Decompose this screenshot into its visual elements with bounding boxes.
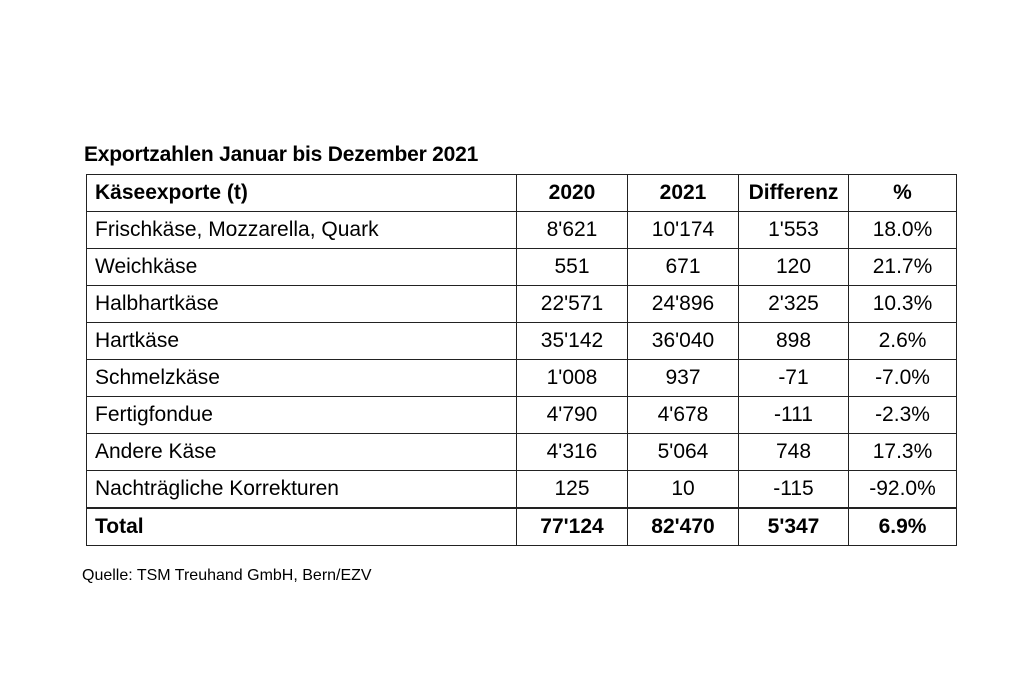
value-2020: 35'142 xyxy=(517,323,628,360)
value-2020: 551 xyxy=(517,249,628,286)
table-row xyxy=(87,249,957,286)
value-percent: -7.0% xyxy=(849,360,957,397)
value-percent: 17.3% xyxy=(849,434,957,471)
value-percent: 18.0% xyxy=(849,212,957,249)
value-2021: 671 xyxy=(628,249,739,286)
value-difference: -111 xyxy=(739,397,849,434)
value-percent: 2.6% xyxy=(849,323,957,360)
row-label: Halbhartkäse xyxy=(87,286,517,323)
value-2021: 24'896 xyxy=(628,286,739,323)
row-label: Nachträgliche Korrekturen xyxy=(87,471,517,509)
value-difference: 120 xyxy=(739,249,849,286)
value-2020: 4'790 xyxy=(517,397,628,434)
row-label: Andere Käse xyxy=(87,434,517,471)
table-row xyxy=(87,434,957,471)
table-row xyxy=(87,360,957,397)
total-percent: 6.9% xyxy=(849,508,957,546)
table-row xyxy=(87,471,957,509)
total-2021: 82'470 xyxy=(628,508,739,546)
value-difference: -115 xyxy=(739,471,849,509)
total-2020: 77'124 xyxy=(517,508,628,546)
table-row xyxy=(87,212,957,249)
value-difference: -71 xyxy=(739,360,849,397)
value-percent: -2.3% xyxy=(849,397,957,434)
header-2020: 2020 xyxy=(517,175,628,212)
value-2020: 1'008 xyxy=(517,360,628,397)
value-2020: 4'316 xyxy=(517,434,628,471)
row-label: Fertigfondue xyxy=(87,397,517,434)
value-2021: 5'064 xyxy=(628,434,739,471)
table-row xyxy=(87,286,957,323)
row-label: Schmelzkäse xyxy=(87,360,517,397)
value-difference: 2'325 xyxy=(739,286,849,323)
value-2021: 4'678 xyxy=(628,397,739,434)
total-difference: 5'347 xyxy=(739,508,849,546)
value-2021: 937 xyxy=(628,360,739,397)
header-difference: Differenz xyxy=(739,175,849,212)
value-2020: 125 xyxy=(517,471,628,509)
table-caption: Exportzahlen Januar bis Dezember 2021 xyxy=(84,143,479,166)
header-percent: % xyxy=(849,175,957,212)
value-difference: 898 xyxy=(739,323,849,360)
source-note: Quelle: TSM Treuhand GmbH, Bern/EZV xyxy=(82,567,372,584)
header-2021: 2021 xyxy=(628,175,739,212)
value-2021: 36'040 xyxy=(628,323,739,360)
value-difference: 1'553 xyxy=(739,212,849,249)
value-difference: 748 xyxy=(739,434,849,471)
header-category: Käseexporte (t) xyxy=(87,175,517,212)
total-row xyxy=(87,508,957,546)
cheese-export-table xyxy=(86,174,957,546)
value-2021: 10 xyxy=(628,471,739,509)
value-2021: 10'174 xyxy=(628,212,739,249)
value-2020: 8'621 xyxy=(517,212,628,249)
value-percent: -92.0% xyxy=(849,471,957,509)
value-percent: 21.7% xyxy=(849,249,957,286)
table-row xyxy=(87,397,957,434)
row-label: Frischkäse, Mozzarella, Quark xyxy=(87,212,517,249)
total-label: Total xyxy=(87,508,517,546)
row-label: Weichkäse xyxy=(87,249,517,286)
value-percent: 10.3% xyxy=(849,286,957,323)
header-row xyxy=(87,175,957,212)
row-label: Hartkäse xyxy=(87,323,517,360)
value-2020: 22'571 xyxy=(517,286,628,323)
table-row xyxy=(87,323,957,360)
